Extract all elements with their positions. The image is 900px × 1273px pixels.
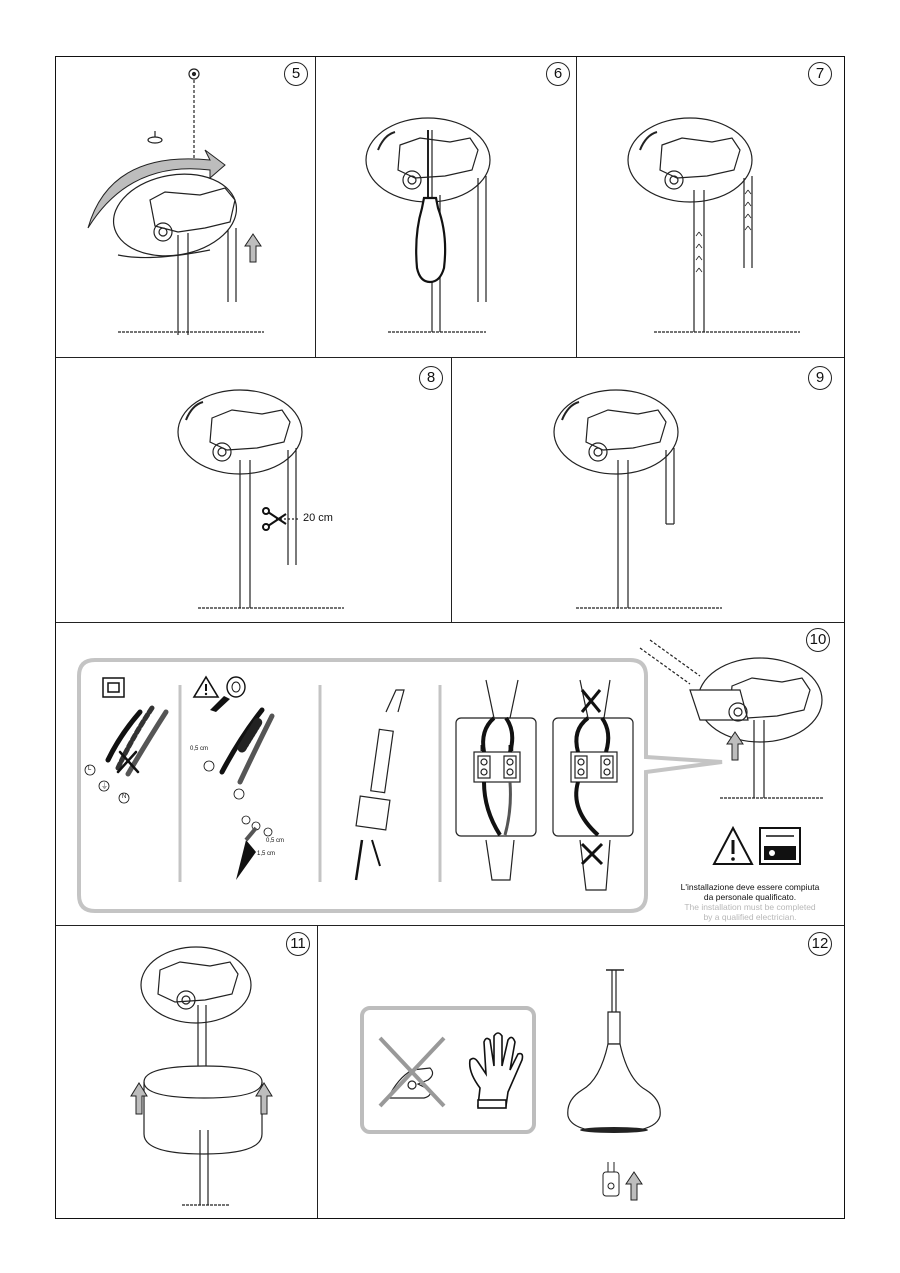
step-number-11: 11 [286, 932, 310, 956]
cut-length-label: 20 cm [303, 512, 333, 524]
step-number-8: 8 [419, 366, 443, 390]
strip-length-a: 0,5 cm [266, 838, 285, 844]
strip-length-b: 1,5 cm [257, 851, 276, 857]
terminal-N-label: N [122, 794, 127, 800]
step-number-9: 9 [808, 366, 832, 390]
step-number-12: 12 [808, 932, 832, 956]
step-number-5: 5 [284, 62, 308, 86]
strip-length-short: 0,5 cm [190, 746, 209, 752]
warning-en-line1: The installation must be completed [684, 902, 816, 912]
step-number-7: 7 [808, 62, 832, 86]
step-number-6: 6 [546, 62, 570, 86]
warning-it-line1: L'installazione deve essere compiuta [680, 882, 820, 892]
block-label-N: N [508, 744, 514, 753]
g9-bulb-icon [603, 1162, 619, 1196]
up-arrow-icon [626, 1172, 642, 1200]
step-number-10: 10 [806, 628, 830, 652]
terminal-L-label: L [88, 766, 92, 772]
warning-it-line2: da personale qualificato. [703, 892, 797, 902]
block-label-L: L [480, 744, 485, 753]
earth-symbol: ⏚ [101, 783, 108, 790]
warning-en-line2: by a qualified electrician. [703, 912, 797, 922]
